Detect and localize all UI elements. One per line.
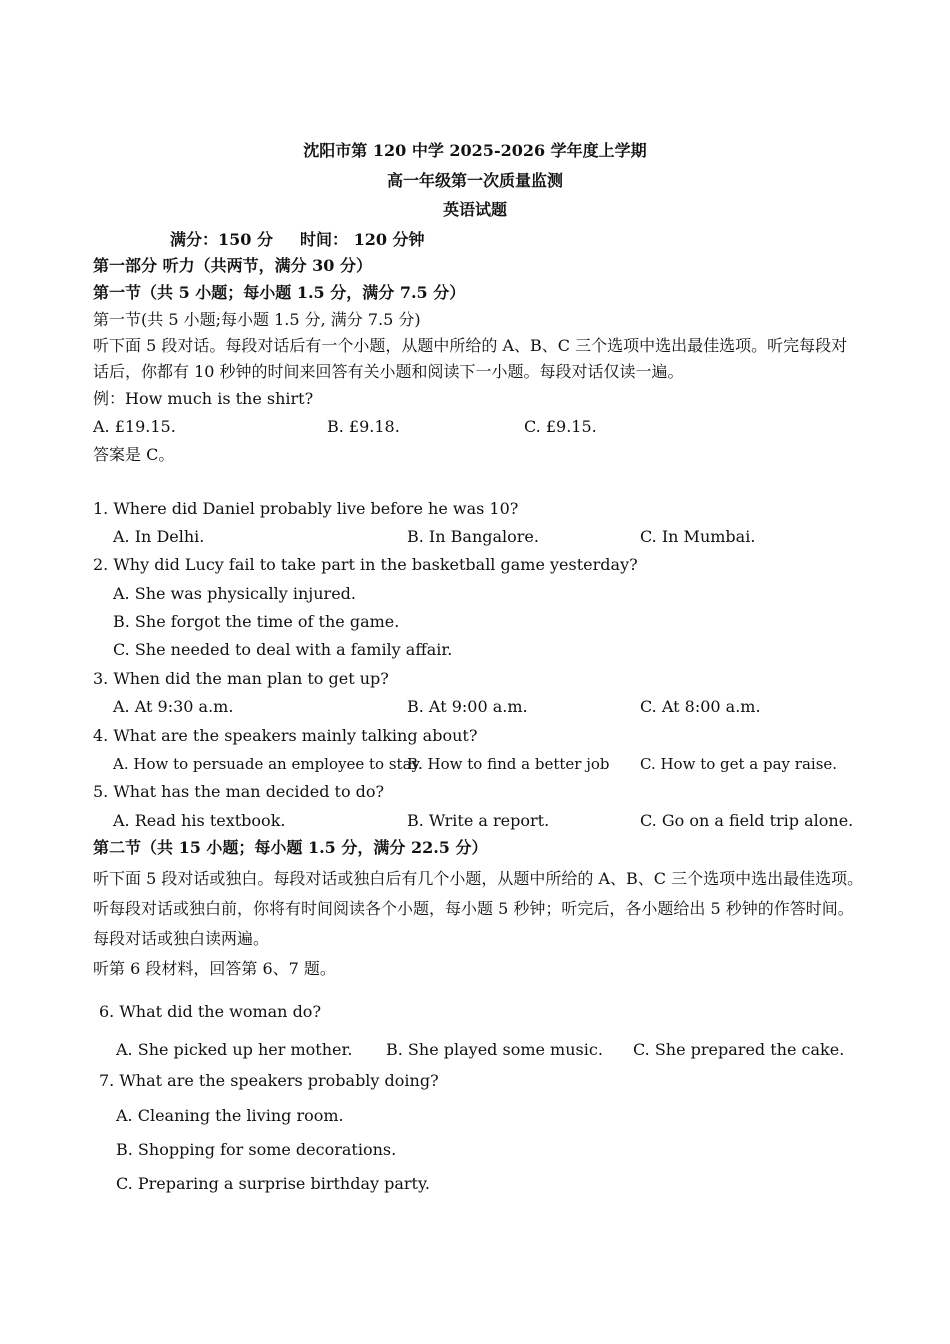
q2-option-b: B. She forgot the time of the game. — [113, 612, 400, 631]
q3-option-b: B. At 9:00 a.m. — [407, 697, 528, 716]
example-option-c: C. £9.15. — [524, 417, 597, 436]
question-5: 5. What has the man decided to do? — [93, 782, 385, 801]
q3-option-a: A. At 9:30 a.m. — [113, 697, 234, 716]
q5-option-c: C. Go on a field trip alone. — [640, 811, 854, 830]
question-1: 1. Where did Daniel probably live before he was 10? — [93, 499, 519, 518]
q4-option-a: A. How to persuade an employee to stay. — [113, 755, 423, 773]
example-answer: 答案是 C。 — [93, 445, 175, 464]
exam-name: 高一年级第一次质量监测 — [386, 171, 563, 190]
q7-option-c: C. Preparing a surprise birthday party. — [116, 1174, 430, 1193]
q1-option-b: B. In Bangalore. — [407, 527, 539, 546]
q5-option-b: B. Write a report. — [407, 811, 550, 830]
exam-time: 时间： 120 分钟 — [300, 230, 425, 249]
question-2: 2. Why did Lucy fail to take part in the basketball game yesterday? — [93, 555, 638, 574]
q6-option-c: C. She prepared the cake. — [633, 1040, 845, 1059]
q7-option-b: B. Shopping for some decorations. — [116, 1140, 397, 1159]
material-6-heading: 听第 6 段材料，回答第 6、7 题。 — [93, 959, 336, 978]
section2-instructions-1: 听下面 5 段对话或独白。每段对话或独白后有几个小题，从题中所给的 A、B、C 三个选项中选出最佳选项。 — [93, 869, 864, 888]
question-6: 6. What did the woman do? — [99, 1002, 322, 1021]
q5-option-a: A. Read his textbook. — [113, 811, 286, 830]
q6-option-b: B. She played some music. — [386, 1040, 603, 1059]
q4-option-b: B. How to find a better job — [407, 755, 610, 773]
part1-title: 第一部分 听力（共两节，满分 30 分） — [93, 256, 372, 275]
q7-option-a: A. Cleaning the living room. — [116, 1106, 344, 1125]
example-option-a: A. £19.15. — [93, 417, 176, 436]
section1-instructions-cont: 话后，你都有 10 秒钟的时间来回答有关小题和阅读下一小题。每段对话仅读一遍。 — [93, 362, 684, 381]
q2-option-c: C. She needed to deal with a family affair. — [113, 640, 453, 659]
q4-option-c: C. How to get a pay raise. — [640, 755, 838, 773]
subject-title: 英语试题 — [442, 200, 507, 219]
section1-instructions: 听下面 5 段对话。每段对话后有一个小题，从题中所给的 A、B、C 三个选项中选出最佳选项。听完每段对 — [93, 336, 848, 355]
section1-title: 第一节（共 5 小题；每小题 1.5 分，满分 7.5 分） — [93, 283, 466, 302]
section1-title-duplicate: 第一节(共 5 小题;每小题 1.5 分, 满分 7.5 分) — [93, 310, 421, 329]
school-title: 沈阳市第 120 中学 2025-2026 学年度上学期 — [303, 141, 647, 160]
q1-option-c: C. In Mumbai. — [640, 527, 756, 546]
section2-instructions-3: 每段对话或独白读两遍。 — [93, 929, 270, 948]
question-4: 4. What are the speakers mainly talking about? — [93, 726, 478, 745]
section2-instructions-2: 听每段对话或独白前，你将有时间阅读各个小题，每小题 5 秒钟；听完后，各小题给出 5 秒钟的作答时间。 — [93, 899, 854, 918]
q3-option-c: C. At 8:00 a.m. — [640, 697, 761, 716]
question-7: 7. What are the speakers probably doing? — [99, 1071, 439, 1090]
question-3: 3. When did the man plan to get up? — [93, 669, 389, 688]
q2-option-a: A. She was physically injured. — [113, 584, 356, 603]
q1-option-a: A. In Delhi. — [113, 527, 205, 546]
example-question: 例：How much is the shirt? — [93, 389, 314, 408]
q6-option-a: A. She picked up her mother. — [116, 1040, 353, 1059]
full-score: 满分：150 分 — [170, 230, 273, 249]
section2-title: 第二节（共 15 小题；每小题 1.5 分，满分 22.5 分） — [93, 838, 488, 857]
example-option-b: B. £9.18. — [327, 417, 400, 436]
